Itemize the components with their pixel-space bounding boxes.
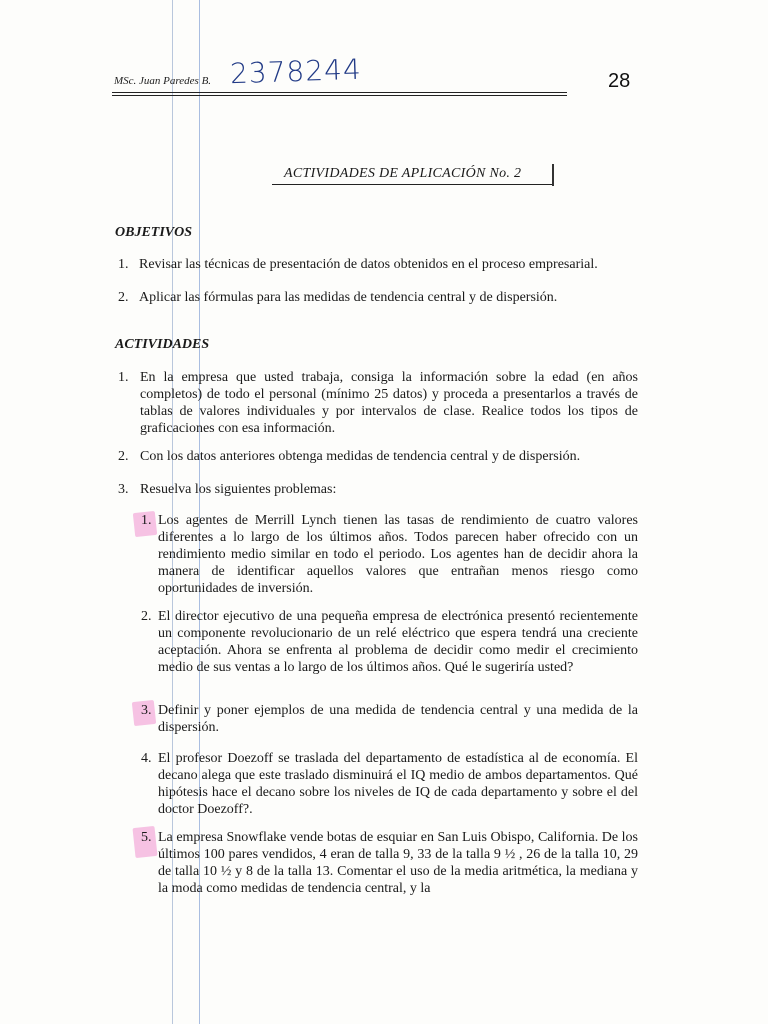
list-item	[118, 369, 638, 437]
problem-text: Los agentes de Merrill Lynch tienen las tasas de rendimiento de cuatro valores diferentes a lo largo de los últimos años. Todos parecen haber ofrecido con un rendimiento medio similar en todo el periodo. Los agentes han de decidir ahora la manera de identificar aquellos valores que entrañan menos riesgo como oportunidades de inversión.	[158, 513, 638, 596]
problem-item	[141, 702, 638, 736]
header-rule	[112, 92, 567, 93]
problem-text: La empresa Snowflake vende botas de esquiar en San Luis Obispo, California. De los últimos 100 pares vendidos, 4 eran de talla 9, 33 de la talla 9 ½ , 26 de la talla 10, 29 de talla 10 ½ y 8 de la talla 13. Comentar el uso de la media aritmética, la mediana y la moda como medidas de tendencia central, y la	[158, 830, 638, 896]
list-item-number: 3.	[118, 482, 129, 497]
section-heading-objetivos: OBJETIVOS	[115, 225, 193, 240]
problem-item	[141, 512, 638, 597]
list-item-number: 2.	[118, 290, 129, 305]
list-item-number: 1.	[118, 257, 129, 272]
list-item	[118, 256, 638, 273]
title-bar	[552, 164, 554, 186]
header-rule	[112, 95, 567, 96]
list-item-text: Resuelva los siguientes problemas:	[140, 482, 337, 497]
page-title: ACTIVIDADES DE APLICACIÓN No. 2	[284, 166, 522, 181]
list-item-text: Revisar las técnicas de presentación de datos obtenidos en el proceso empresarial.	[139, 257, 598, 272]
section-heading-actividades: ACTIVIDADES	[115, 337, 210, 352]
problem-item	[141, 829, 638, 897]
list-item-text: Aplicar las fórmulas para las medidas de tendencia central y de dispersión.	[139, 290, 558, 305]
problem-number: 3.	[141, 703, 152, 718]
list-item-number: 2.	[118, 449, 129, 464]
problem-text: El profesor Doezoff se traslada del departamento de estadística al de economía. El decano alega que este traslado disminuirá el IQ medio de ambos departamentos. Qué hipótesis hace el decano sobre los niveles de IQ de cada departamento y sobre el del doctor Doezoff?.	[158, 751, 638, 817]
problem-number: 1.	[141, 513, 152, 528]
title-underline	[272, 184, 554, 185]
problem-number: 2.	[141, 609, 152, 624]
problem-number: 5.	[141, 830, 152, 845]
list-item-text: En la empresa que usted trabaja, consiga la información sobre la edad (en años completos) de todo el personal (mínimo 25 datos) y proceda a presentarlos a través de tablas de valores individuales y por intervalos de clase. Realice todos los tipos de graficaciones con esa información.	[140, 370, 638, 436]
problem-item	[141, 608, 638, 676]
problem-item	[141, 750, 638, 818]
list-item	[118, 481, 638, 498]
list-item	[118, 448, 638, 465]
list-item-text: Con los datos anteriores obtenga medidas de tendencia central y de dispersión.	[140, 449, 581, 464]
header-author: MSc. Juan Paredes B.	[114, 75, 212, 87]
handwritten-number: 2378244	[229, 52, 363, 91]
list-item-number: 1.	[118, 370, 129, 385]
page-number: 28	[608, 70, 631, 92]
list-item	[118, 289, 638, 306]
problem-number: 4.	[141, 751, 152, 766]
problem-text: El director ejecutivo de una pequeña empresa de electrónica presentó recientemente un componente revolucionario de un relé eléctrico que espera tendrá una creciente aceptación. Ahora se enfrenta al problema de decidir como medir el crecimiento medio de sus ventas a lo largo de los últimos años. Qué le sugeriría usted?	[158, 609, 638, 675]
problem-text: Definir y poner ejemplos de una medida de tendencia central y una medida de la dispersión.	[158, 703, 638, 735]
